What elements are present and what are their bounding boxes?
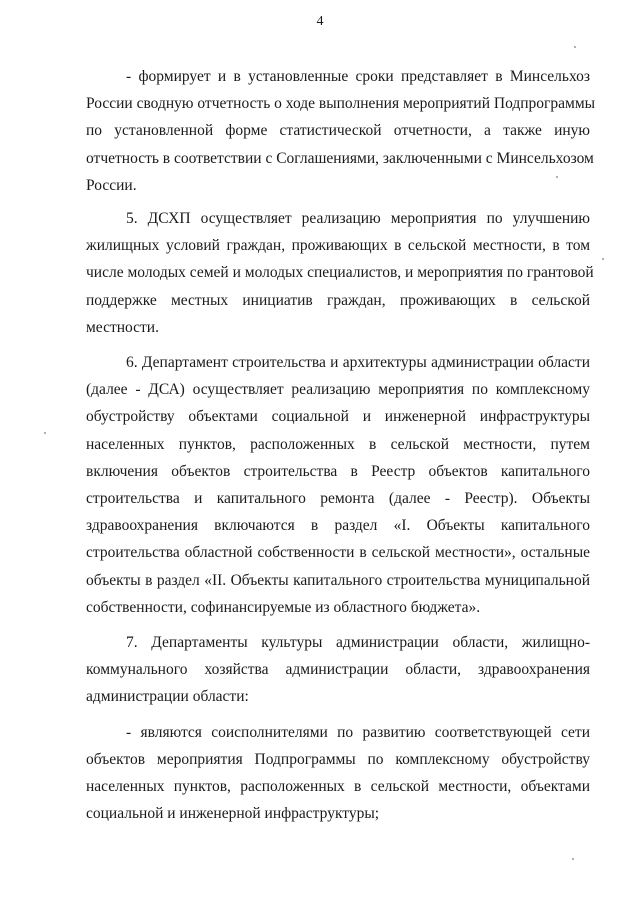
text-line: поддержке местных инициатив граждан, проживающих в сельской [86,291,590,309]
text-line: - формирует и в установленные сроки представляет в Минсельхоз [126,68,590,85]
text-line: строительства и капитального ремонта (далее - Реестр). Объекты [86,490,590,508]
text-line: включения объектов строительства в Реестр объектов капитального [86,462,590,480]
text-line: социальной и инженерной инфраструктуры; [86,805,380,823]
text-line: коммунального хозяйства администрации области, здравоохранения [86,661,590,679]
text-line: населенных пунктов, расположенных в сельской местности, объектами [86,778,590,796]
text-line: здравоохранения включаются в раздел «I. Объекты капитального [86,517,590,535]
paragraph-co-executors [86,719,590,828]
text-line: объекты в раздел «II. Объекты капитального строительства муниципальной [86,571,590,589]
text-line: местности. [86,318,159,336]
scan-speck [602,258,604,260]
text-line: России сводную отчетность о ходе выполнения мероприятий Подпрограммы [86,95,596,113]
text-line: отчетность в соответствии с Соглашениями, заключенными с Минсельхозом [86,149,594,167]
text-line: строительства областной собственности в сельской местности», остальные [86,544,590,562]
text-line: обустройству объектами социальной и инженерной инфраструктуры [86,408,590,426]
text-line: населенных пунктов, расположенных в сельской местности, путем [86,435,590,453]
text-line: объектов мероприятия Подпрограммы по комплексному обустройству [86,750,590,768]
paragraph-item-5 [86,205,594,341]
text-line: администрации области: [86,688,249,706]
text-line: 7. Департаменты культуры администрации области, жилищно- [126,634,590,652]
paragraph-gap [86,341,590,349]
scan-speck [574,46,576,48]
scan-speck [44,432,46,434]
text-line: (далее - ДСА) осуществляет реализацию мероприятия по комплексному [86,381,590,399]
text-line: - являются соисполнителями по развитию соответствующей сети [126,723,590,741]
text-line: 5. ДСХП осуществляет реализацию мероприятия по улучшению [126,210,590,228]
paragraph-item-7 [86,629,590,711]
text-line: собственности, софинансируемые из областного бюджета». [86,598,481,616]
scan-speck [572,858,574,860]
page-number: 4 [316,14,324,29]
text-line: числе молодых семей и молодых специалистов, и мероприятия по грантовой [86,264,594,282]
document-body [86,63,596,827]
text-line: России. [86,176,137,194]
paragraph-gap [86,621,590,629]
paragraph-reporting [86,63,596,199]
scan-speck [556,176,558,178]
text-line: 6. Департамент строительства и архитектуры администрации области [126,354,590,372]
text-line: жилищных условий граждан, проживающих в сельской местности, в том [86,237,590,255]
paragraph-gap [86,711,590,719]
paragraph-item-6 [86,349,590,621]
text-line: по установленной форме статистической отчетности, а также иную [86,122,590,140]
